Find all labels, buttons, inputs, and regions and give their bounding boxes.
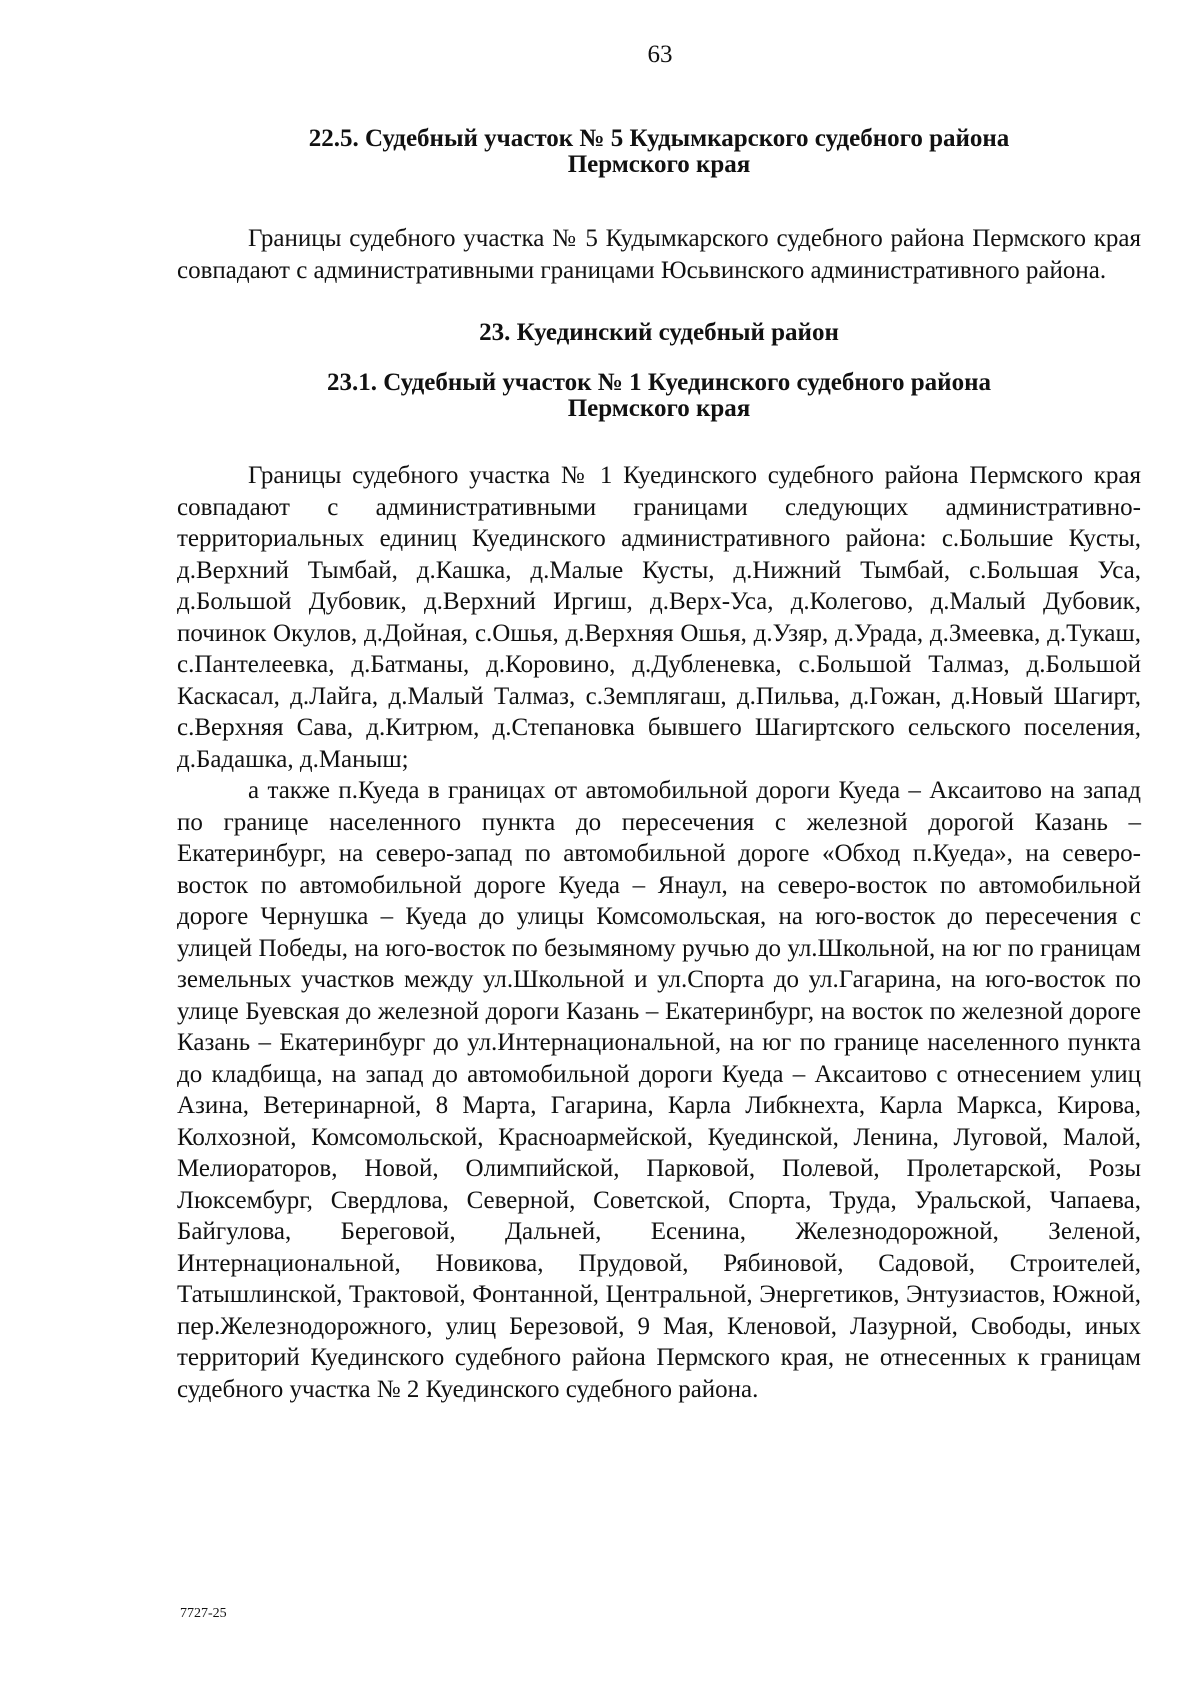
section-23-1-heading-line2: Пермского края: [567, 395, 751, 422]
page-number: 63: [647, 41, 673, 68]
section-22-5-paragraph: Границы судебного участка № 5 Кудымкарского судебного района Пермского края совпадают с административными границами Юсьвинского административного района.: [177, 225, 1141, 284]
section-22-5-heading-line1: 22.5. Судебный участок № 5 Кудымкарского судебного района: [308, 125, 1010, 152]
section-23-1-paragraph-1: Границы судебного участка № 1 Куединского судебного района Пермского края совпадают с административными границами следующих административно-территориальных единиц Куединского административного района: с.Большие Кусты, д.Верхний Тымбай, д.Кашка, д.Малые Кусты, д.Нижний Тымбай, с.Большая Уса, д.Большой Дубовик, д.Верхний Иргиш, д.Верх-Уса, д.Колегово, д.Малый Дубовик, починок Окулов, д.Дойная, с.Ошья, д.Верхняя Ошья, д.Узяр, д.Урада, д.Змеевка, д.Тукаш, с.Пантелеевка, д.Батманы, д.Коровино, д.Дубленевка, с.Большой Талмаз, д.Большой Каскасал, д.Лайга, д.Малый Талмаз, с.Земплягаш, д.Пильва, д.Гожан, д.Новый Шагирт, с.Верхняя Сава, д.Китрюм, д.Степановка бывшего Шагиртского сельского поселения, д.Бадашка, д.Маныш;: [177, 462, 1141, 773]
section-23-heading: 23. Куединский судебный район: [479, 319, 839, 346]
section-23-1-heading-line1: 23.1. Судебный участок № 1 Куединского судебного района: [327, 369, 991, 396]
section-23-1-paragraph-2: а также п.Куеда в границах от автомобильной дороги Куеда – Аксаитово на запад по границе населенного пункта до пересечения с железной дорогой Казань – Екатеринбург, на северо-запад по автомобильной дороге «Обход п.Куеда», на северо-восток по автомобильной дороге Куеда – Янаул, на северо-восток по автомобильной дороге Чернушка – Куеда до улицы Комсомольская, на юго-восток до пересечения с улицей Победы, на юго-восток по безымяному ручью до ул.Школьной, на юг по границам земельных участков между ул.Школьной и ул.Спорта до ул.Гагарина, на юго-восток по улице Буевская до железной дороги Казань – Екатеринбург, на восток по железной дороге Казань – Екатеринбург до ул.Интернациональной, на юг по границе населенного пункта до кладбища, на запад до автомобильной дороги Куеда – Аксаитово с отнесением улиц Азина, Ветеринарной, 8 Марта, Гагарина, Карла Либкнехта, Карла Маркса, Кирова, Колхозной, Комсомольской, Красноармейской, Куединской, Ленина, Луговой, Малой, Мелиораторов, Новой, Олимпийской, Парковой, Полевой, Пролетарской, Розы Люксембург, Свердлова, Северной, Советской, Спорта, Труда, Уральской, Чапаева, Байгулова, Береговой, Дальней, Есенина, Железнодорожной, Зеленой, Интернациональной, Новикова, Прудовой, Рябиновой, Садовой, Строителей, Татышлинской, Трактовой, Фонтанной, Центральной, Энергетиков, Энтузиастов, Южной, пер.Железнодорожного, улиц Березовой, 9 Мая, Кленовой, Лазурной, Свободы, иных территорий Куединского судебного района Пермского края, не отнесенных к границам судебного участка № 2 Куединского судебного района.: [177, 777, 1141, 1403]
section-22-5-heading: [177, 126, 1141, 178]
document-code: 7727-25: [180, 1606, 227, 1621]
section-23-1-heading: [177, 370, 1141, 422]
section-22-5-heading-line2: Пермского края: [567, 151, 751, 178]
document-body: [177, 126, 1141, 1405]
